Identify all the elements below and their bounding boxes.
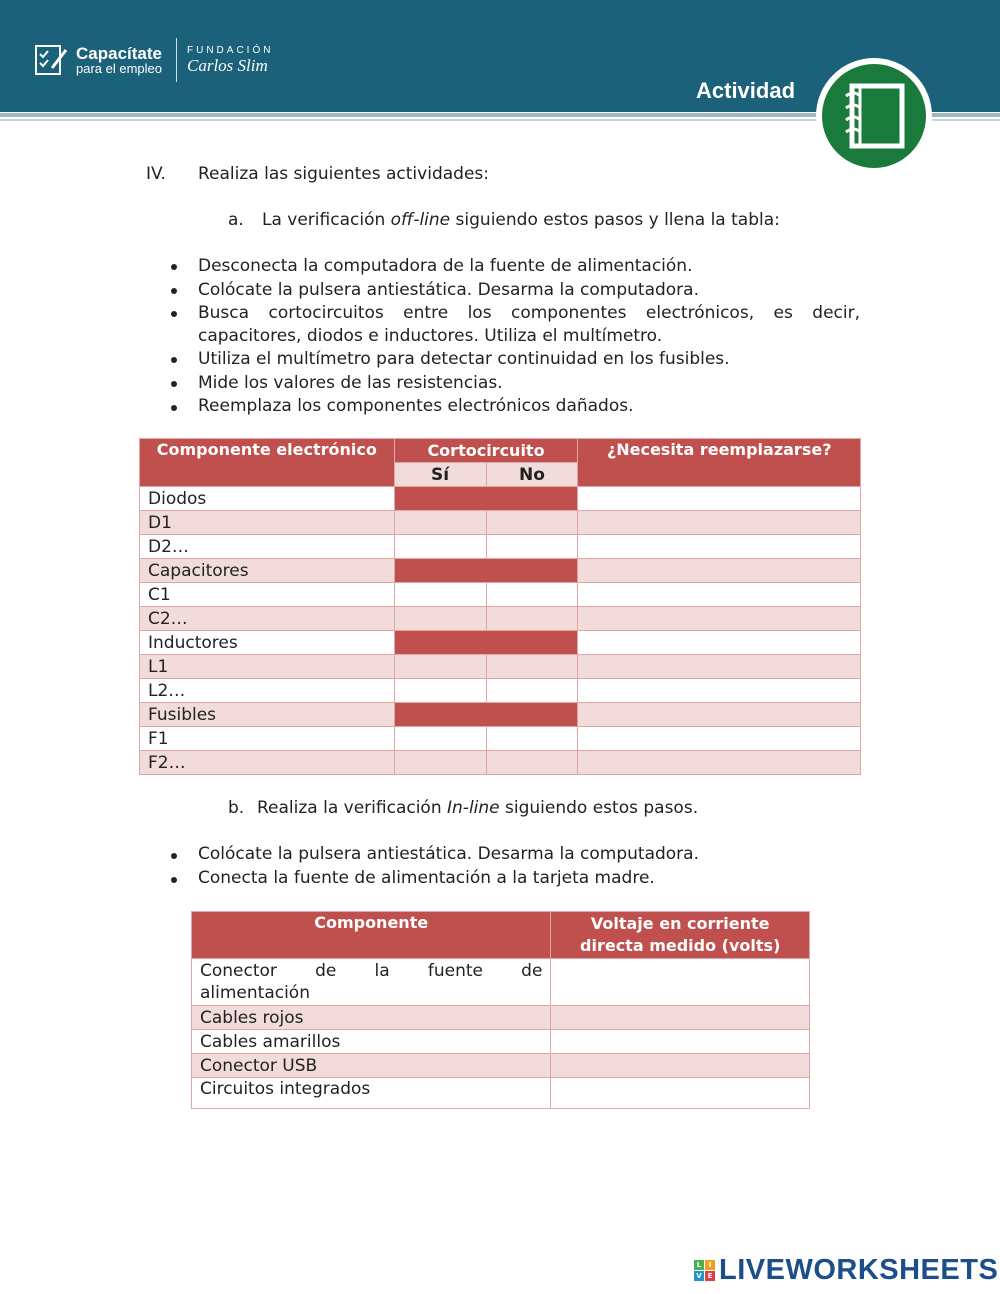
table-row (140, 751, 861, 775)
list-item: Mide los valores de las resistencias. (198, 373, 503, 393)
part-b-letter: b. (228, 798, 245, 818)
replace-cell[interactable] (578, 607, 861, 631)
voltage-cell[interactable] (551, 1054, 810, 1078)
bullet-icon (171, 853, 177, 859)
row-label: Diodos (140, 487, 395, 511)
replace-cell[interactable] (578, 583, 861, 607)
activity-badge (816, 58, 932, 174)
yes-cell[interactable] (394, 511, 486, 535)
part-b-instruction: Realiza la verificación In-line siguiendo estos pasos. (257, 798, 699, 818)
table-row (140, 511, 861, 535)
list-item-continued: capacitores, diodos e inductores. Utiliza el multímetro. (198, 326, 663, 346)
yes-cell[interactable] (394, 655, 486, 679)
yes-cell[interactable] (394, 583, 486, 607)
row-label: Circuitos integrados (192, 1078, 551, 1109)
section-number: IV. (146, 164, 166, 184)
table-row (192, 1006, 810, 1030)
table-row (192, 1030, 810, 1054)
row-label: Cables amarillos (192, 1030, 551, 1054)
replace-cell[interactable] (578, 703, 861, 727)
group-divider-cell (394, 487, 578, 511)
brand-name: Capacítate (76, 43, 162, 63)
list-item: Colócate la pulsera antiestática. Desarma la computadora. (198, 844, 699, 864)
header-component: Componente (192, 912, 551, 959)
yes-cell[interactable] (394, 679, 486, 703)
list-item: Utiliza el multímetro para detectar continuidad en los fusibles. (198, 349, 730, 369)
voltage-cell[interactable] (551, 1030, 810, 1054)
section-title: Realiza las siguientes actividades: (198, 164, 489, 184)
header-voltage: Voltaje en corriente directa medido (volts) (551, 912, 810, 959)
group-divider-cell (394, 559, 578, 583)
row-label: D1 (140, 511, 395, 535)
row-label: C2… (140, 607, 395, 631)
foundation-label: FUNDACIÓN (187, 45, 274, 56)
no-cell[interactable] (486, 727, 578, 751)
logo-divider (176, 38, 177, 82)
part-a-letter: a. (228, 210, 244, 230)
foundation-name: Carlos Slim (187, 56, 268, 75)
yes-cell[interactable] (394, 607, 486, 631)
row-label: Conector de la fuente de alimentación (192, 959, 551, 1006)
liveworksheets-icon: L I V E (694, 1260, 715, 1281)
list-item: Colócate la pulsera antiestática. Desarma la computadora. (198, 280, 699, 300)
table-row (192, 1054, 810, 1078)
table-row (192, 959, 810, 1006)
part-a-instruction: La verificación off-line siguiendo estos pasos y llena la tabla: (262, 210, 780, 230)
no-cell[interactable] (486, 655, 578, 679)
table-row (140, 535, 861, 559)
header-short-circuit: Cortocircuito (394, 439, 578, 463)
header-yes: Sí (394, 463, 486, 487)
offline-verification-table (139, 438, 861, 775)
row-label: Fusibles (140, 703, 395, 727)
checklist-icon (34, 44, 68, 76)
yes-cell[interactable] (394, 535, 486, 559)
list-item: Busca cortocircuitos entre los componentes electrónicos, es decir, (198, 303, 860, 323)
bullet-icon (171, 405, 177, 411)
yes-cell[interactable] (394, 751, 486, 775)
row-label: Capacitores (140, 559, 395, 583)
bullet-icon (171, 381, 177, 387)
list-item: Conecta la fuente de alimentación a la tarjeta madre. (198, 868, 655, 888)
no-cell[interactable] (486, 511, 578, 535)
replace-cell[interactable] (578, 487, 861, 511)
liveworksheets-wordmark: LIVEWORKSHEETS (719, 1254, 999, 1286)
row-label: Inductores (140, 631, 395, 655)
bullet-icon (171, 264, 177, 270)
capacitate-logo (34, 38, 273, 82)
header-no: No (486, 463, 578, 487)
replace-cell[interactable] (578, 727, 861, 751)
table-row (140, 607, 861, 631)
bullet-icon (171, 357, 177, 363)
group-divider-cell (394, 631, 578, 655)
yes-cell[interactable] (394, 727, 486, 751)
table-row (140, 727, 861, 751)
bullet-icon (171, 877, 177, 883)
row-label: D2… (140, 535, 395, 559)
bullet-icon (171, 288, 177, 294)
row-label: L2… (140, 679, 395, 703)
row-label: Conector USB (192, 1054, 551, 1078)
replace-cell[interactable] (578, 679, 861, 703)
no-cell[interactable] (486, 535, 578, 559)
list-item: Reemplaza los componentes electrónicos dañados. (198, 396, 634, 416)
voltage-cell[interactable] (551, 959, 810, 1006)
replace-cell[interactable] (578, 559, 861, 583)
replace-cell[interactable] (578, 511, 861, 535)
voltage-cell[interactable] (551, 1006, 810, 1030)
no-cell[interactable] (486, 607, 578, 631)
liveworksheets-logo (694, 1254, 998, 1287)
list-item: Desconecta la computadora de la fuente de alimentación. (198, 256, 693, 276)
activity-label: Actividad (696, 78, 796, 103)
no-cell[interactable] (486, 751, 578, 775)
bullet-icon (171, 311, 177, 317)
brand-subtitle: para el empleo (76, 60, 162, 76)
no-cell[interactable] (486, 583, 578, 607)
replace-cell[interactable] (578, 655, 861, 679)
table-row (140, 679, 861, 703)
notebook-icon (816, 58, 932, 174)
table-row (140, 655, 861, 679)
replace-cell[interactable] (578, 751, 861, 775)
table-row (192, 1078, 810, 1109)
group-divider-cell (394, 703, 578, 727)
table-row (140, 583, 861, 607)
table-row (140, 703, 861, 727)
table-row (140, 487, 861, 511)
table-row (140, 631, 861, 655)
row-label: C1 (140, 583, 395, 607)
inline-verification-table (191, 911, 810, 1109)
row-label: L1 (140, 655, 395, 679)
header-component: Componente electrónico (140, 439, 395, 487)
table-row (140, 559, 861, 583)
row-label: Cables rojos (192, 1006, 551, 1030)
replace-cell[interactable] (578, 631, 861, 655)
header-needs-replace: ¿Necesita reemplazarse? (578, 439, 861, 487)
no-cell[interactable] (486, 679, 578, 703)
voltage-cell[interactable] (551, 1078, 810, 1109)
replace-cell[interactable] (578, 535, 861, 559)
row-label: F1 (140, 727, 395, 751)
row-label: F2… (140, 751, 395, 775)
